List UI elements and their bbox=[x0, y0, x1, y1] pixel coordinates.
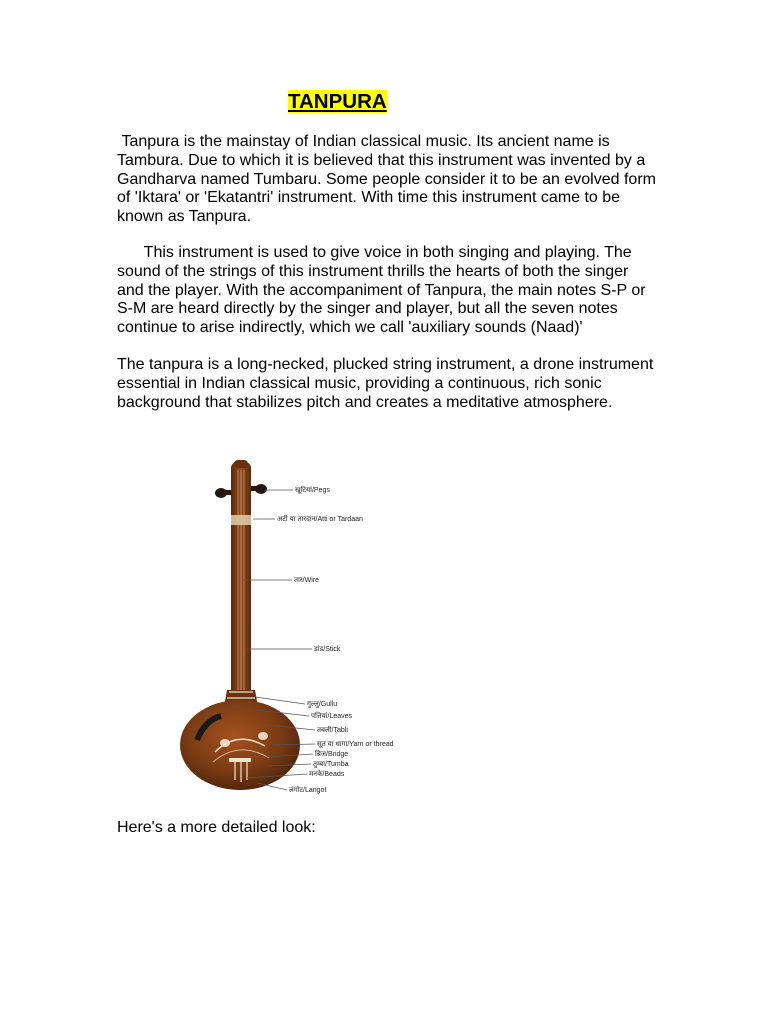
label-bridge: ब्रिज/Bridge bbox=[315, 751, 349, 758]
label-beads: मनके/Beads bbox=[309, 771, 345, 778]
label-tumba: तुम्बा/Tumba bbox=[313, 761, 349, 768]
label-leaves: पत्तियां/Leaves bbox=[311, 713, 353, 720]
label-tabli: तबली/Tabli bbox=[317, 727, 348, 734]
label-pegs: खूटियां/Pegs bbox=[295, 487, 330, 494]
label-yarn: सूत या धागा/Yarn or thread bbox=[317, 741, 394, 748]
title-text: TANPURA bbox=[288, 90, 387, 113]
paragraph-voice: This instrument is used to give voice in both singing and playing. The sound of the strings of this instrument thrills the hearts of both the singer and the player. With the accompaniment of Tanpura, the main notes S-P or S-M are heard directly by the singer and player, but all the seven notes continue to arise indirectly, which we call 'auxiliary sounds (Naad)' bbox=[117, 244, 651, 337]
tanpura-illustration bbox=[117, 440, 407, 810]
label-stick: डांड/Stick bbox=[314, 646, 341, 653]
label-wire: तार/Wire bbox=[294, 577, 319, 584]
label-atti: अटी या तारदान/Atti or Tardaan bbox=[277, 516, 363, 523]
paragraph-intro: Tanpura is the mainstay of Indian classical music. Its ancient name is Tambura. Due to which it is believed that this instrument was invented by a Gandharva named Tumbaru. Some people consider it to be an evolved form of 'Iktara' or 'Ekatantri' instrument. With time this instrument came to be known as Tanpura. bbox=[117, 133, 661, 226]
label-langot: लंगोट/Langot bbox=[289, 787, 327, 794]
label-gullu: गुल्लु/Gullu bbox=[307, 701, 338, 708]
paragraph-description: The tanpura is a long-necked, plucked string instrument, a drone instrument essential in Indian classical music, providing a continuous, rich sonic background that stabilizes pitch and creates a meditative atmosphere. bbox=[117, 356, 654, 411]
page-title bbox=[287, 88, 388, 115]
paragraph-detail-intro: Here's a more detailed look: bbox=[117, 819, 316, 836]
tanpura-diagram bbox=[117, 440, 407, 810]
